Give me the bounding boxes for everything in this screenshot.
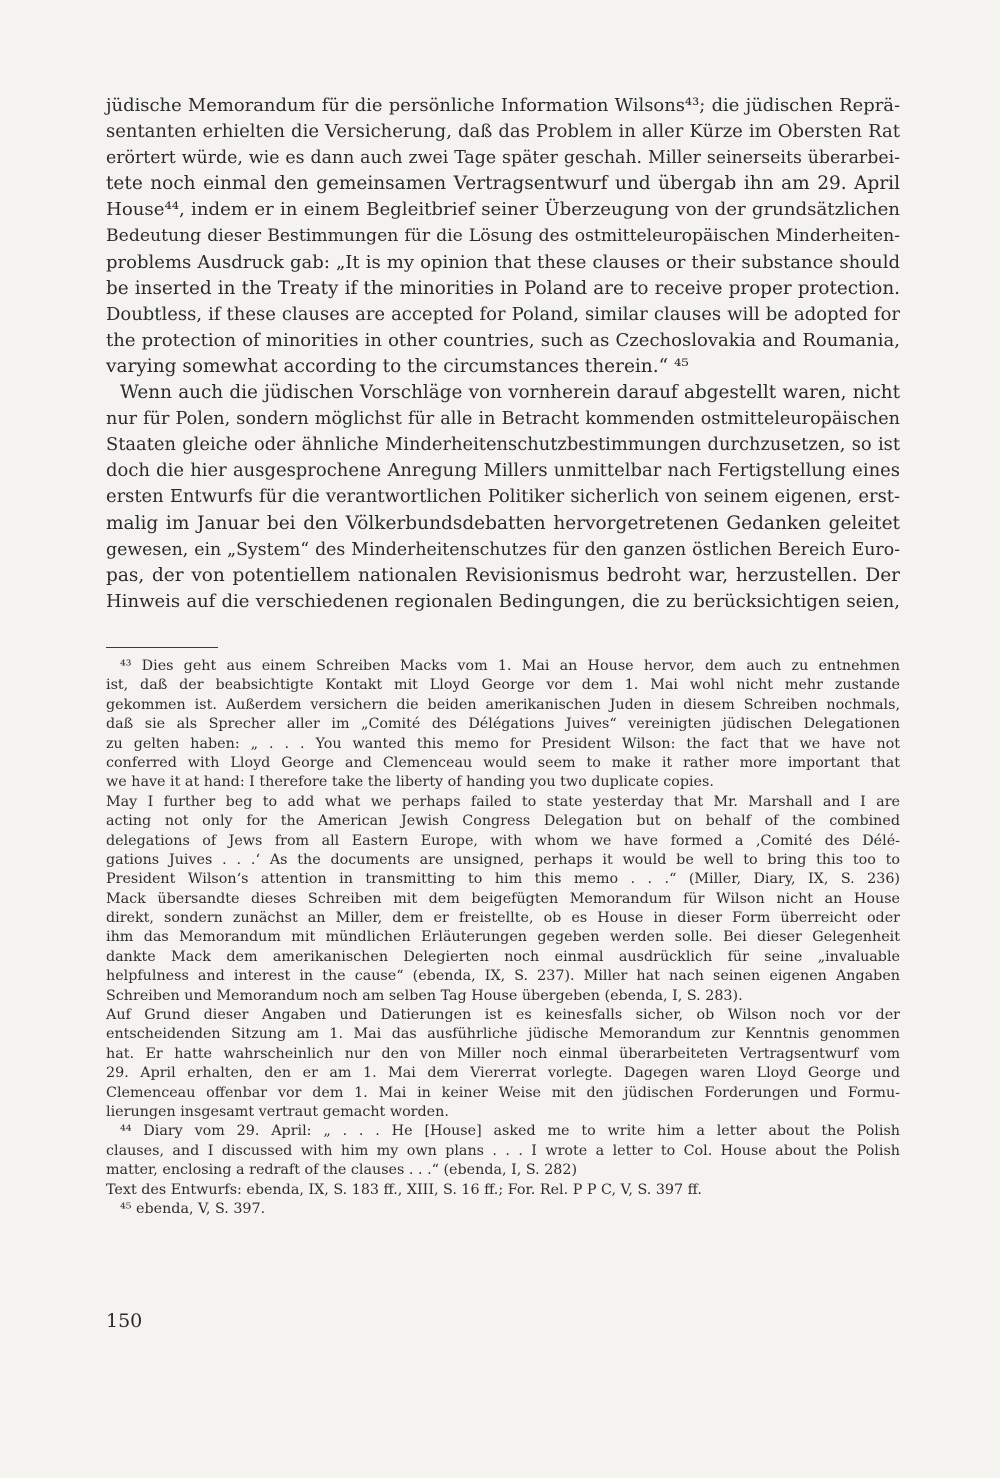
footnote-line: hat. Er hatte wahrscheinlich nur den von Miller noch einmal überarbeiteten Vertragsentwurf vom <box>106 1045 900 1062</box>
body-text-line: pas, der von potentiellem nationalen Revisionismus bedroht war, herzustellen. Der <box>106 564 900 586</box>
body-text-line: jüdische Memorandum für die persönliche Information Wilsons⁴³; die jüdischen Reprä- <box>106 95 900 116</box>
body-text-line: be inserted in the Treaty if the minorities in Poland are to receive proper protection. <box>106 277 900 299</box>
footnote-line: gekommen ist. Außerdem versichern die beiden amerikanischen Juden in diesem Schreiben nochmals, <box>106 696 900 713</box>
footnote-line: Auf Grund dieser Angaben und Datierungen ist es keinesfalls sicher, ob Wilson noch vor der <box>106 1007 900 1024</box>
footnote-line: zu gelten haben: „ . . . You wanted this memo for President Wilson: the fact that we have not <box>106 735 900 752</box>
footnote-line: 29. April erhalten, den er am 1. Mai dem Viererrat vorlegte. Dagegen waren Lloyd George und <box>106 1065 900 1082</box>
body-text-line: House⁴⁴, indem er in einem Begleitbrief seiner Überzeugung von der grundsätzlichen <box>106 199 900 221</box>
footnote-line: helpfulness and interest in the cause“ (ebenda, IX, S. 237). Miller hat nach seinen eigenen Angaben <box>106 968 900 985</box>
footnote-line: we have it at hand: I therefore take the liberty of handing you two duplicate copies. <box>106 774 714 791</box>
footnote-line: ist, daß der beabsichtigte Kontakt mit Lloyd George vor dem 1. Mai wohl nicht mehr zustande <box>106 677 900 694</box>
footnote-separator <box>106 647 218 648</box>
body-text-line: nur für Polen, sondern möglichst für alle in Betracht kommenden ostmitteleuropäischen <box>106 409 900 430</box>
footnote-line: clauses, and I discussed with him my own plans . . . I wrote a letter to Col. House about the Polish <box>106 1142 900 1159</box>
footnote-line: gations Juives . . .‘ As the documents are unsigned, perhaps it would be well to bring this too to <box>106 851 900 868</box>
footnote-line: Schreiben und Memorandum noch am selben Tag House übergeben (ebenda, I, S. 283). <box>106 987 743 1004</box>
body-text-line: Staaten gleiche oder ähnliche Minderheitenschutzbestimmungen durchzusetzen, so ist <box>106 434 900 456</box>
body-text-line: problems Ausdruck gab: „It is my opinion that these clauses or their substance should <box>106 251 900 273</box>
page-number: 150 <box>106 1310 143 1332</box>
body-text-line: tete noch einmal den gemeinsamen Vertragsentwurf und übergab ihn am 29. April <box>106 173 900 195</box>
footnote-line: Clemenceau offenbar vor dem 1. Mai in keiner Weise mit den jüdischen Forderungen und Formu- <box>106 1084 900 1101</box>
footnote-line: ihm das Memorandum mit mündlichen Erläuterungen gegeben werden solle. Bei dieser Gelegenheit <box>106 929 900 946</box>
footnote-line: Text des Entwurfs: ebenda, IX, S. 183 ff., XIII, S. 16 ff.; For. Rel. P P C, V, S. 397 ff. <box>106 1181 702 1198</box>
body-text-line: Doubtless, if these clauses are accepted for Poland, similar clauses will be adopted for <box>106 303 900 325</box>
body-text-line: Wenn auch die jüdischen Vorschläge von vornherein darauf abgestellt waren, nicht <box>120 382 900 404</box>
footnote-line: ⁴³ Dies geht aus einem Schreiben Macks vom 1. Mai an House hervor, dem auch zu entnehmen <box>120 658 900 674</box>
body-text-line: erörtert würde, wie es dann auch zwei Tage später geschah. Miller seinerseits überarbei- <box>106 148 900 169</box>
body-text-line: ersten Entwurfs für die verantwortlichen Politiker sicherlich von seinem eigenen, erst- <box>106 486 900 508</box>
footnote-line: lierungen insgesamt vertraut gemacht worden. <box>106 1103 449 1120</box>
body-text-line: gewesen, ein „System“ des Minderheitenschutzes für den ganzen östlichen Bereich Euro- <box>106 539 900 560</box>
body-text-line: varying somewhat according to the circumstances therein.“ ⁴⁵ <box>106 355 689 377</box>
footnote-line: dankte Mack dem amerikanischen Delegierten noch einmal ausdrücklich für seine „invaluable <box>106 948 900 965</box>
footnote-line: May I further beg to add what we perhaps failed to state yesterday that Mr. Marshall and I are <box>106 793 900 810</box>
footnote-line: ⁴⁵ ebenda, V, S. 397. <box>120 1200 266 1217</box>
body-text-line: Hinweis auf die verschiedenen regionalen Bedingungen, die zu berücksichtigen seien, <box>106 590 900 612</box>
footnote-line: direkt, sondern zunächst an Miller, dem er freistellte, ob es House in dieser Form überreicht oder <box>106 910 900 927</box>
footnote-line: President Wilson‘s attention in transmitting to him this memo . . .“ (Miller, Diary, IX, S. 236) <box>106 871 900 888</box>
body-text-line: malig im Januar bei den Völkerbundsdebatten hervorgetretenen Gedanken geleitet <box>106 512 900 534</box>
footnote-line: acting not only for the American Jewish Congress Delegation but on behalf of the combined <box>106 813 900 830</box>
main-text-block <box>106 93 900 615</box>
footnote-line: matter, enclosing a redraft of the clauses . . .“ (ebenda, I, S. 282) <box>106 1162 578 1179</box>
body-text-line: doch die hier ausgesprochene Anregung Millers unmittelbar nach Fertigstellung eines <box>106 460 900 482</box>
body-text-line: sentanten erhielten die Versicherung, daß das Problem in aller Kürze im Obersten Rat <box>106 121 900 143</box>
body-text-line: the protection of minorities in other countries, such as Czechoslovakia and Roumania, <box>106 329 900 351</box>
footnote-line: ⁴⁴ Diary vom 29. April: „ . . . He [House] asked me to write him a letter about the Polish <box>120 1123 900 1140</box>
body-text-line: Bedeutung dieser Bestimmungen für die Lösung des ostmitteleuropäischen Minderheiten- <box>106 226 900 247</box>
footnote-line: Mack übersandte dieses Schreiben mit dem beigefügten Memorandum für Wilson nicht an House <box>106 890 900 907</box>
footnote-line: delegations of Jews from all Eastern Europe, with whom we have formed a ‚Comité des Délé- <box>106 832 900 849</box>
footnote-line: conferred with Lloyd George and Clemenceau would seem to make it rather more important that <box>106 754 900 771</box>
footnotes-block <box>106 657 900 1219</box>
footnote-line: entscheidenden Sitzung am 1. Mai das ausführliche jüdische Memorandum zur Kenntnis genommen <box>106 1026 900 1043</box>
footnote-line: daß sie als Sprecher aller im „Comité des Délégations Juives“ vereinigten jüdischen Delegationen <box>106 716 900 733</box>
